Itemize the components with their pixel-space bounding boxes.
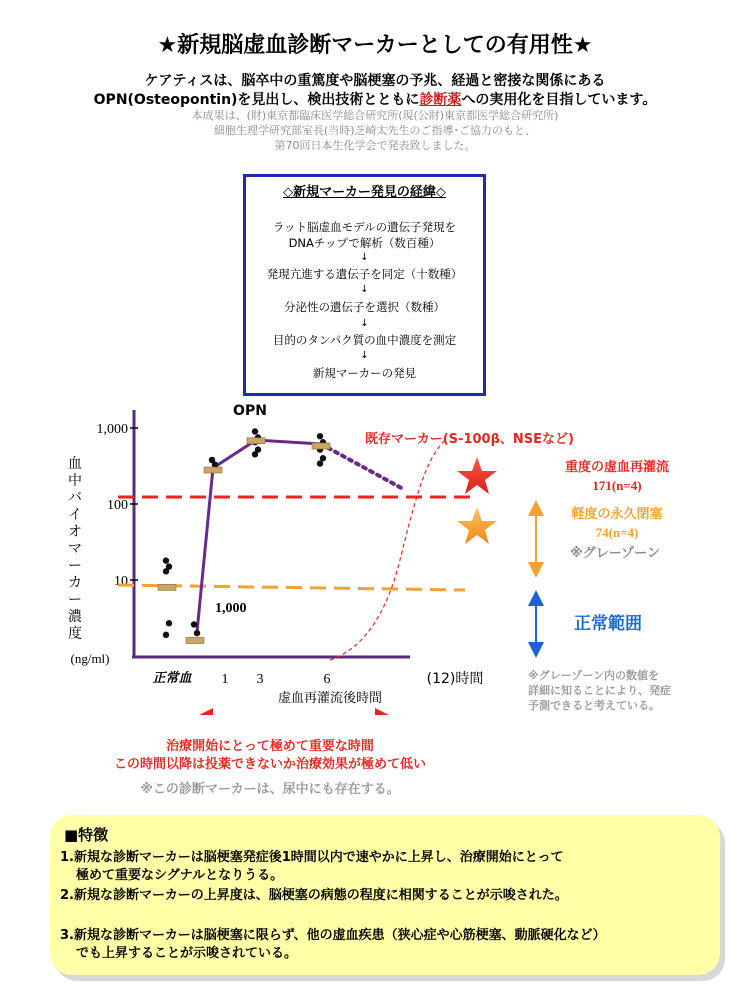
lead-line-2-pre: OPN(Osteopontin)を見出し、検出技術とともに [93, 92, 420, 108]
y-tick-label: 10 [114, 574, 128, 589]
mean-marker [204, 467, 222, 473]
feature-line: 1.新規な診断マーカーは脳梗塞発症後1時間以内で速やかに上昇し、治療開始にとって [60, 850, 564, 865]
mean-marker [158, 584, 176, 590]
gray-zone-note: 詳細に知ることにより、発症 [528, 684, 671, 697]
y-axis-label-char: ー [68, 592, 82, 608]
discovery-step: 目的のタンパク質の血中濃度を測定 [272, 333, 457, 347]
y-tick-label: 100 [107, 498, 128, 513]
discovery-step: ラット脳虚血モデルの遺伝子発現を [272, 220, 457, 234]
opn-trend-projection [321, 444, 405, 490]
data-point [166, 620, 172, 626]
lead-line-1: ケアティスは、脳卒中の重篤度や脳梗塞の予兆、経過と密接な関係にある [144, 73, 606, 89]
y-axis-label [68, 456, 82, 642]
y-axis-label-char: 中 [68, 473, 82, 489]
gray-zone-note: ※グレーゾーン内の数値を [528, 669, 660, 682]
critical-note-1: 治療開始にとって極めて重要な時間 [166, 739, 374, 754]
discovery-step: 分泌性の遺伝子を選択（数種） [284, 300, 445, 314]
existing-marker-curve [330, 440, 445, 660]
discovery-step: DNAチップで解析（数百種） [288, 236, 441, 250]
severe-label: 重度の虚血再灌流 [564, 460, 670, 475]
y-axis-label-char: ー [68, 558, 82, 574]
data-point [163, 557, 169, 563]
x-tick-label: 1 [221, 672, 229, 687]
y-axis-label-char: バ [68, 490, 82, 506]
y-axis-label-char: 濃 [68, 609, 82, 625]
feature-line: 2.新規な診断マーカーの上昇度は、脳梗塞の病態の程度に相関することが示唆された。 [60, 888, 568, 903]
critical-note-2: この時間以降は投薬できないか治療効果が極めて低い [113, 757, 426, 772]
existing-marker-label: 既存マーカー(S-100β、NSEなど) [365, 432, 574, 447]
down-arrow-icon: ↓ [360, 350, 369, 361]
mild-star-icon [457, 507, 497, 544]
urine-note: ※この診断マーカーは、尿中にも存在する。 [140, 782, 400, 797]
data-point [252, 428, 258, 434]
data-point [317, 460, 323, 466]
severe-star-icon [457, 457, 497, 494]
data-point [194, 630, 200, 636]
y-axis-label-char: 度 [68, 626, 82, 642]
lead-line-2-post: への実用化を目指しています。 [461, 92, 657, 108]
feature-item [60, 887, 715, 905]
mean-marker [312, 443, 330, 449]
credit-line-2: 細胞生理学研究部室長(当時)芝崎太先生のご指導･ご協力のもと、 [213, 124, 537, 137]
discovery-step: 新規マーカーの発見 [312, 366, 417, 380]
lead-highlight: 診断薬 [419, 92, 462, 108]
y-axis-label-char: オ [68, 524, 82, 540]
x-tick-label: 3 [256, 672, 264, 687]
feature-item [60, 849, 715, 885]
down-arrow-icon: ↓ [360, 318, 369, 329]
normal-range-label: 正常範囲 [574, 614, 642, 634]
mild-value: 74(n=4) [595, 525, 639, 540]
x-tick-label: 6 [323, 672, 331, 687]
feature-line: 3.新規な診断マーカーは脳梗塞に限らず、他の虚血疾患（狭心症や心筋梗塞、動脈硬化など） [60, 928, 606, 943]
x-tick-label: 正常血 [152, 671, 192, 686]
data-point [320, 455, 326, 461]
data-point [191, 621, 197, 627]
y-tick-label: 1,000 [96, 422, 128, 437]
mild-label: 軽度の永久閉塞 [571, 507, 663, 522]
gray-zone-note: 予測できると考えている。 [528, 699, 660, 712]
severe-value: 171(n=4) [592, 478, 642, 493]
credit-line-1: 本成果は、(財)東京都臨床医学総合研究所(現(公財)東京都医学総合研究所) [191, 109, 559, 122]
data-point [163, 632, 169, 638]
discovery-box [243, 174, 486, 396]
discovery-step: 発現亢進する遺伝子を同定（十数種） [266, 267, 463, 281]
y-axis-label-char: 血 [68, 456, 82, 472]
feature-line: 極めて重要なシグナルとなりうる。 [76, 868, 284, 883]
feature-line: でも上昇することが示唆されている。 [76, 946, 298, 961]
gray-zone-label: ※グレーゾーン [570, 546, 660, 561]
y-axis-label-char: カ [68, 575, 82, 591]
point-label: 1,000 [215, 601, 247, 616]
y-unit: (ng/ml) [70, 651, 110, 666]
data-point [252, 451, 258, 457]
mean-marker [247, 438, 265, 444]
opn-chart [0, 395, 750, 715]
credit-line-3: 第70回日本生化学会で発表致しました。 [274, 139, 476, 152]
down-arrow-icon: ↓ [360, 252, 369, 263]
data-point [163, 568, 169, 574]
discovery-heading: ◇新規マーカー発見の経緯◇ [283, 185, 446, 200]
features-panel [50, 815, 720, 975]
lead-line-2 [0, 89, 750, 109]
data-point [317, 433, 323, 439]
feature-item [60, 927, 715, 963]
down-arrow-icon: ↓ [360, 284, 369, 295]
y-axis-label-char: マ [68, 541, 82, 557]
chart-title: OPN [233, 403, 267, 419]
y-axis-label-char: イ [68, 507, 82, 523]
features-heading: ■特徴 [64, 826, 109, 844]
mean-marker [186, 637, 204, 643]
page-title: ★新規脳虚血診断マーカーとしての有用性★ [157, 33, 593, 58]
x-tick-label: (12)時間 [426, 671, 484, 687]
x-axis-label: 虚血再灌流後時間 [277, 691, 383, 706]
